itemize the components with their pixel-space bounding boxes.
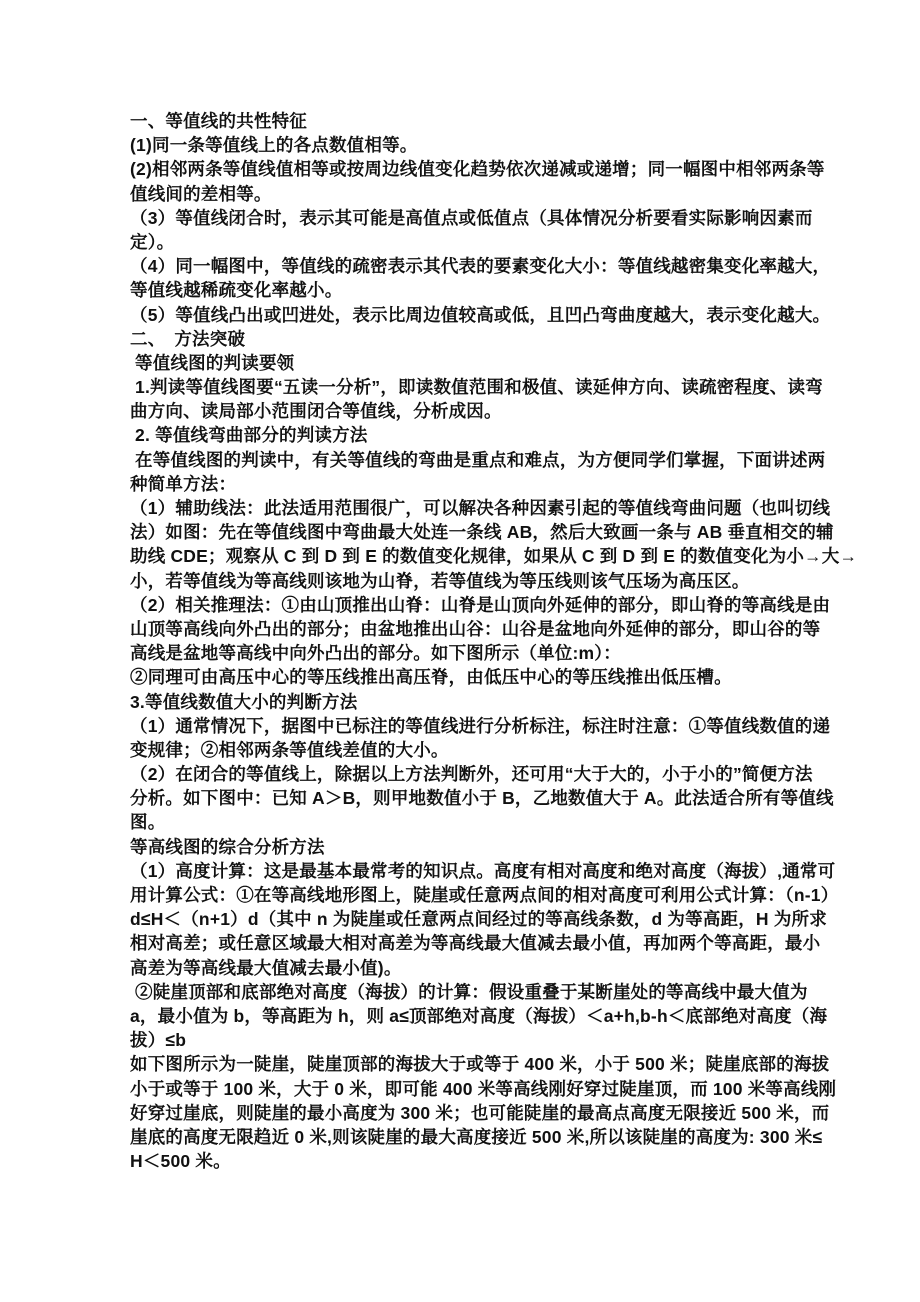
- text-line: 种简单方法：: [130, 473, 237, 494]
- text-line: 拔）≤b: [130, 1030, 187, 1051]
- text-line: 变规律；②相邻两条等值线差值的大小。: [130, 739, 449, 760]
- text-line: （1）通常情况下，据图中已标注的等值线进行分析标注，标注时注意：①等值线数值的递: [130, 715, 831, 736]
- text-line: 用计算公式：①在等高线地形图上，陡崖或任意两点间的相对高度可利用公式计算：（n-1）: [130, 885, 839, 905]
- text-line: 1.判读等值线图要“五读一分析”，即读数值范围和极值、读延伸方向、读疏密程度、读弯: [130, 377, 823, 398]
- text-line: 值线间的差相等。: [130, 183, 272, 204]
- text-line: （2）在闭合的等值线上，除据以上方法判断外，还可用“大于大的，小于小的”简便方法: [130, 764, 813, 785]
- text-line: （4）同一幅图中，等值线的疏密表示其代表的要素变化大小：等值线越密集变化率越大，: [130, 256, 831, 277]
- text-line: 相对高差；或任意区域最大相对高差为等高线最大值减去最小值，再加两个等高距，最小: [130, 933, 821, 954]
- text-line: (1)同一条等值线上的各点数值相等。: [130, 135, 418, 156]
- text-line: 分析。如下图中：已知 A＞B，则甲地数值小于 B，乙地数值大于 A。此法适合所有等值线: [130, 788, 834, 809]
- text-line: 小于或等于 100 米，大于 0 米，即可能 400 米等高线刚好穿过陡崖顶，而 100 米等高线刚: [130, 1078, 837, 1099]
- text-line: 等值线图的判读要领: [130, 352, 295, 373]
- text-line: （3）等值线闭合时，表示其可能是高值点或低值点（具体情况分析要看实际影响因素而: [130, 207, 813, 228]
- text-line: 一、等值线的共性特征: [130, 111, 307, 131]
- text-line: 等高线图的综合分析方法: [130, 836, 325, 857]
- text-line: 定）。: [130, 231, 175, 252]
- document-text: [130, 109, 858, 1173]
- text-line: ②陡崖顶部和底部绝对高度（海拔）的计算：假设重叠于某断崖处的等高线中最大值为: [130, 981, 808, 1002]
- text-line: 图。: [130, 812, 166, 833]
- text-line: 二、 方法突破: [130, 328, 246, 349]
- text-line: 好穿过崖底，则陡崖的最小高度为 300 米；也可能陡崖的最高点高度无限接近 500 米，而: [130, 1102, 830, 1123]
- text-line: 2. 等值线弯曲部分的判读方法: [130, 425, 368, 446]
- text-line: 法）如图：先在等值线图中弯曲最大处连一条线 AB，然后大致画一条与 AB 垂直相交的辅: [130, 522, 834, 543]
- text-line: 助线 CDE；观察从 C 到 D 到 E 的数值变化规律，如果从 C 到 D 到 E 的数值变化为小→大→: [130, 546, 858, 567]
- text-line: a，最小值为 b，等高距为 h，则 a≤顶部绝对高度（海拔）＜a+h,b-h＜底部绝对高度（海: [130, 1005, 828, 1026]
- text-line: ②同理可由高压中心的等压线推出高压脊，由低压中心的等压线推出低压槽。: [130, 667, 732, 688]
- text-line: 高差为等高线最大值减去最小值)。: [130, 957, 402, 978]
- text-line: 山顶等高线向外凸出的部分；由盆地推出山谷：山谷是盆地向外延伸的部分，即山谷的等: [130, 618, 821, 639]
- text-line: （1）高度计算：这是最基本最常考的知识点。高度有相对高度和绝对高度（海拔）,通常可: [130, 860, 836, 881]
- text-line: 崖底的高度无限趋近 0 米,则该陡崖的最大高度接近 500 米,所以该陡崖的高度为: 300 米≤: [130, 1126, 823, 1147]
- text-line: 如下图所示为一陡崖，陡崖顶部的海拔大于或等于 400 米，小于 500 米；陡崖底部的海拔: [130, 1054, 830, 1075]
- text-line: 小，若等值线为等高线则该地为山脊，若等值线为等压线则该气压场为高压区。: [130, 570, 750, 591]
- text-line: 曲方向、读局部小范围闭合等值线，分析成因。: [130, 401, 502, 422]
- text-line: 高线是盆地等高线中向外凸出的部分。如下图所示（单位:m）：: [130, 643, 621, 664]
- text-line: d≤H＜（n+1）d（其中 n 为陡崖或任意两点间经过的等高线条数，d 为等高距，H 为所求: [130, 909, 827, 930]
- text-line: 3.等值线数值大小的判断方法: [130, 691, 358, 712]
- text-line: H＜500 米。: [130, 1151, 231, 1172]
- text-line: 等值线越稀疏变化率越小。: [130, 280, 343, 301]
- text-line: （5）等值线凸出或凹进处，表示比周边值较高或低，且凹凸弯曲度越大，表示变化越大。: [130, 304, 831, 325]
- text-line: 在等值线图的判读中，有关等值线的弯曲是重点和难点，为方便同学们掌握，下面讲述两: [130, 449, 826, 470]
- text-line: (2)相邻两条等值线值相等或按周边线值变化趋势依次递减或递增；同一幅图中相邻两条等: [130, 159, 825, 180]
- text-line: （1）辅助线法：此法适用范围很广，可以解决各种因素引起的等值线弯曲问题（也叫切线: [130, 498, 831, 518]
- text-line: （2）相关推理法：①由山顶推出山脊：山脊是山顶向外延伸的部分，即山脊的等高线是由: [130, 594, 831, 615]
